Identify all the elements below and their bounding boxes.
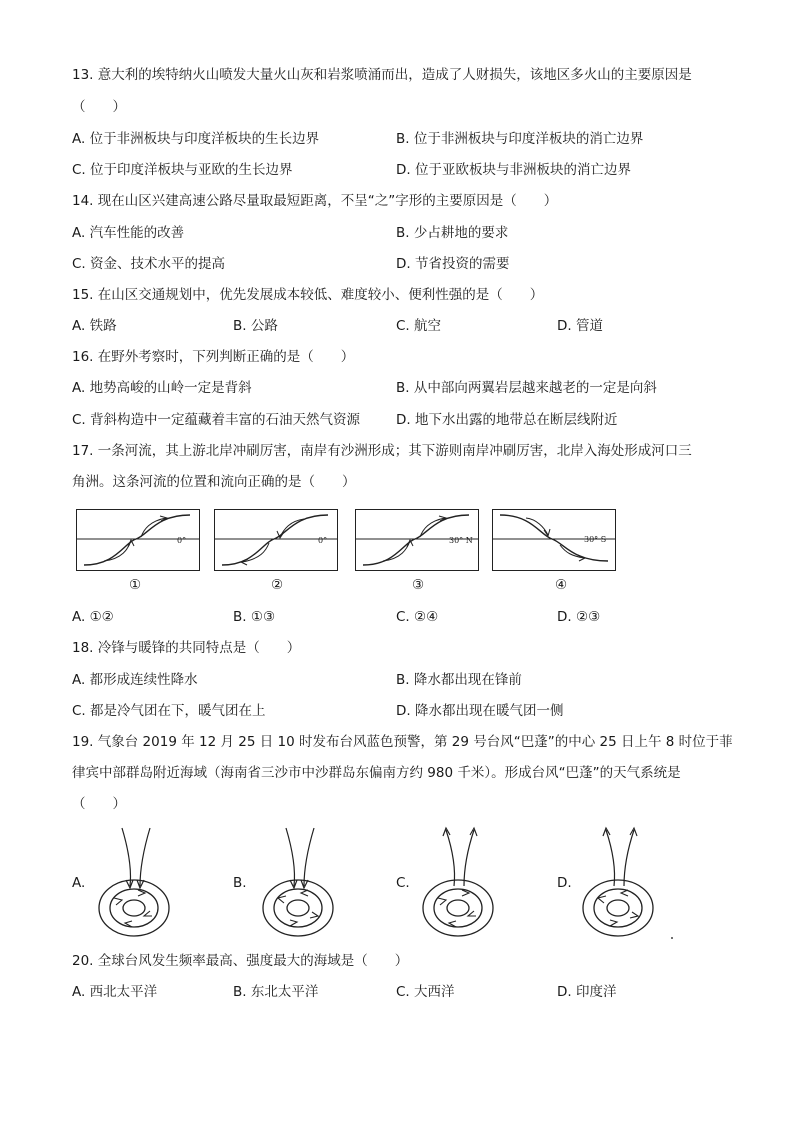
q17-option-c[interactable]: C. ②④ [396, 609, 439, 625]
q14-option-d[interactable]: D. 节省投资的需要 [396, 256, 510, 272]
q14-stem: 14. 现在山区兴建高速公路尽量取最短距离，不呈“之”字形的主要原因是（ ） [72, 193, 558, 209]
q18-option-a[interactable]: A. 都形成连续性降水 [72, 672, 198, 688]
q17-option-d[interactable]: D. ②③ [557, 609, 601, 625]
q16-stem: 16. 在野外考察时，下列判断正确的是（ ） [72, 349, 355, 365]
q16-option-c[interactable]: C. 背斜构造中一定蕴藏着丰富的石油天然气资源 [72, 412, 361, 428]
q14-option-b[interactable]: B. 少占耕地的要求 [396, 225, 509, 241]
q13-option-c[interactable]: C. 位于印度洋板块与亚欧的生长边界 [72, 162, 293, 178]
figure-3-caption: ③ [412, 577, 425, 593]
q15-option-b[interactable]: B. 公路 [233, 318, 278, 334]
q17-stem: 17. 一条河流，其上游北岸冲刷厉害，南岸有沙洲形成；其下游则南岸冲刷厉害，北岸入海处形成河口三 [72, 443, 692, 459]
q20-option-b[interactable]: B. 东北太平洋 [233, 984, 319, 1000]
q15-option-a[interactable]: A. 铁路 [72, 318, 117, 334]
anticyclone-diagram-d [576, 826, 676, 944]
q19-stem-line2: 律宾中部群岛附近海域（海南省三沙市中沙群岛东偏南方约 980 千米）。形成台风“巴蓬”的天气系统是 [72, 765, 681, 781]
cyclone-diagram-a [92, 826, 176, 944]
q20-option-d[interactable]: D. 印度洋 [557, 984, 617, 1000]
q20-option-a[interactable]: A. 西北太平洋 [72, 984, 158, 1000]
q19-option-c[interactable]: C. [396, 875, 410, 891]
q15-option-c[interactable]: C. 航空 [396, 318, 442, 334]
q13-option-d[interactable]: D. 位于亚欧板块与非洲板块的消亡边界 [396, 162, 631, 178]
q15-stem: 15. 在山区交通规划中，优先发展成本较低、难度较小、便利性强的是（ ） [72, 287, 544, 303]
q18-stem: 18. 冷锋与暖锋的共同特点是（ ） [72, 640, 301, 656]
figure-1-lat-label: 0° [177, 536, 187, 545]
q18-option-d[interactable]: D. 降水都出现在暖气团一侧 [396, 703, 564, 719]
q16-option-a[interactable]: A. 地势高峻的山岭一定是背斜 [72, 380, 252, 396]
q19-stem-bracket: （ ） [72, 796, 126, 812]
q13-stem: 13. 意大利的埃特纳火山喷发大量火山灰和岩浆喷涌而出，造成了人财损失，该地区多火山的主要原因是 [72, 67, 692, 83]
q16-option-b[interactable]: B. 从中部向两翼岩层越来越老的一定是向斜 [396, 380, 657, 396]
q13-option-b[interactable]: B. 位于非洲板块与印度洋板块的消亡边界 [396, 131, 644, 147]
q19-option-d[interactable]: D. [557, 875, 572, 891]
river-figure-4 [492, 509, 616, 571]
q20-option-c[interactable]: C. 大西洋 [396, 984, 455, 1000]
figure-2-caption: ② [271, 577, 284, 593]
q13-stem-bracket: （ ） [72, 99, 126, 115]
q17-stem-line2: 角洲。这条河流的位置和流向正确的是（ ） [72, 474, 356, 490]
q14-option-c[interactable]: C. 资金、技术水平的提高 [72, 256, 226, 272]
figure-4-caption: ④ [555, 577, 568, 593]
cyclone-diagram-b [256, 826, 340, 944]
figure-1-caption: ① [129, 577, 142, 593]
q14-option-a[interactable]: A. 汽车性能的改善 [72, 225, 185, 241]
q13-option-a[interactable]: A. 位于非洲板块与印度洋板块的生长边界 [72, 131, 320, 147]
river-figure-3 [355, 509, 479, 571]
anticyclone-diagram-c [416, 826, 500, 944]
figure-2-lat-label: 0° [318, 536, 328, 545]
q18-option-c[interactable]: C. 都是冷气团在下，暖气团在上 [72, 703, 266, 719]
figure-3-lat-label: 30° N [449, 536, 473, 545]
q17-option-a[interactable]: A. ①② [72, 609, 114, 625]
river-figure-2 [214, 509, 338, 571]
q19-option-b[interactable]: B. [233, 875, 247, 891]
q18-option-b[interactable]: B. 降水都出现在锋前 [396, 672, 522, 688]
river-figure-1 [76, 509, 200, 571]
q15-option-d[interactable]: D. 管道 [557, 318, 603, 334]
q19-stem: 19. 气象台 2019 年 12 月 25 日 10 时发布台风蓝色预警，第 29 号台风“巴蓬”的中心 25 日上午 8 时位于菲 [72, 734, 733, 750]
figure-4-lat-label: 30° S [584, 535, 607, 544]
q19-option-a[interactable]: A. [72, 875, 86, 891]
q17-option-b[interactable]: B. ①③ [233, 609, 276, 625]
q16-option-d[interactable]: D. 地下水出露的地带总在断层线附近 [396, 412, 618, 428]
q20-stem: 20. 全球台风发生频率最高、强度最大的海域是（ ） [72, 953, 409, 969]
